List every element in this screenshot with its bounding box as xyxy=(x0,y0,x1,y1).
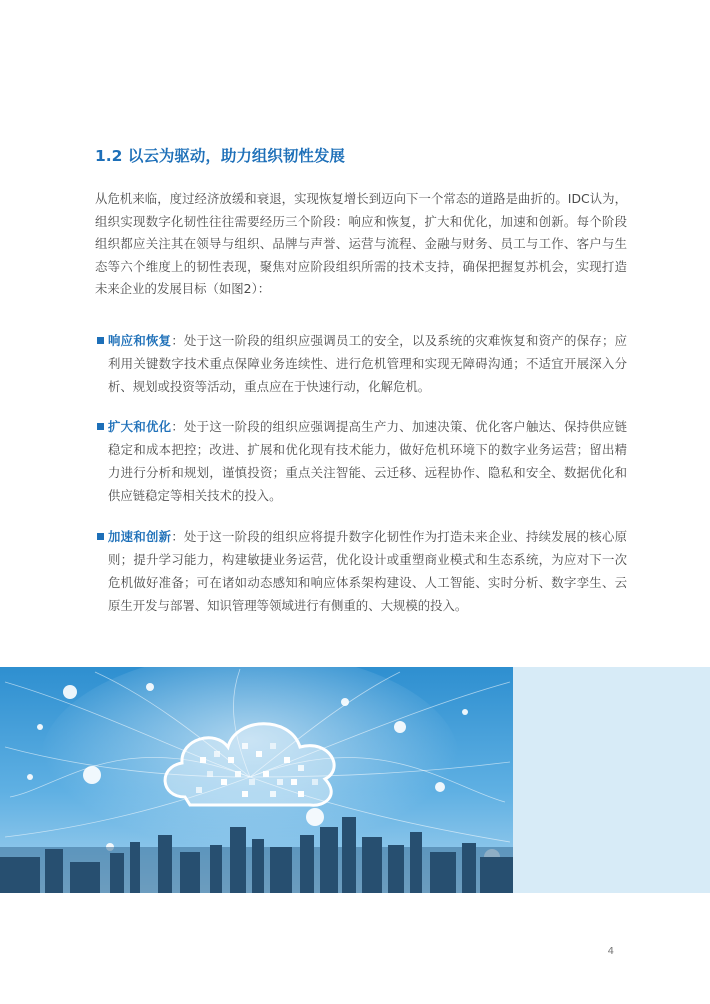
stage-item-expand-optimize xyxy=(108,415,627,507)
stage-item-accelerate-innovate xyxy=(108,525,627,617)
intro-paragraph: 从危机来临，度过经济放缓和衰退，实现恢复增长到迈向下一个常态的道路是曲折的。IDC认为，组织实现数字化韧性往往需要经历三个阶段：响应和恢复，扩大和优化，加速和创新。每个阶段组织都应关注其在领导与组织、品牌与声誉、运营与流程、金融与财务、员工与工作、客户与生态等六个维度上的韧性表现，聚焦对应阶段组织所需的技术支持，确保把握复苏机会，实现打造未来企业的发展目标（如图2）： xyxy=(95,191,627,296)
stage-term: 加速和创新 xyxy=(108,529,172,544)
cloud-city-image xyxy=(0,667,513,893)
decorative-side-panel xyxy=(513,667,710,893)
stage-term: 扩大和优化 xyxy=(108,419,172,434)
square-bullet-icon xyxy=(97,533,104,540)
stage-text: ：处于这一阶段的组织应将提升数字化韧性作为打造未来企业、持续发展的核心原则；提升学习能力，构建敏捷业务运营，优化设计或重塑商业模式和生态系统，为应对下一次危机做好准备；可在诸如动态感知和响应体系架构建设、人工智能、实时分析、数字孪生、云原生开发与部署、知识管理等领域进行有侧重的、大规模的投入。 xyxy=(108,529,628,613)
stage-text: ：处于这一阶段的组织应强调员工的安全，以及系统的灾难恢复和资产的保存；应利用关键数字技术重点保障业务连续性、进行危机管理和实现无障碍沟通；不适宜开展深入分析、规划或投资等活动，重点应在于快速行动，化解危机。 xyxy=(108,333,628,394)
cloud-city-illustration xyxy=(0,667,513,893)
square-bullet-icon xyxy=(97,423,104,430)
stage-item-respond-recover xyxy=(108,329,627,398)
section-title: 1.2 以云为驱动，助力组织韧性发展 xyxy=(95,147,345,165)
stage-text: ：处于这一阶段的组织应强调提高生产力、加速决策、优化客户触达、保持供应链稳定和成本把控；改进、扩展和优化现有技术能力，做好危机环境下的数字业务运营；留出精力进行分析和规划，谨慎投资；重点关注智能、云迁移、远程协作、隐私和安全、数据优化和供应链稳定等相关技术的投入。 xyxy=(108,419,628,503)
stage-term: 响应和恢复 xyxy=(108,333,172,348)
square-bullet-icon xyxy=(97,337,104,344)
page-number: 4 xyxy=(607,946,614,957)
